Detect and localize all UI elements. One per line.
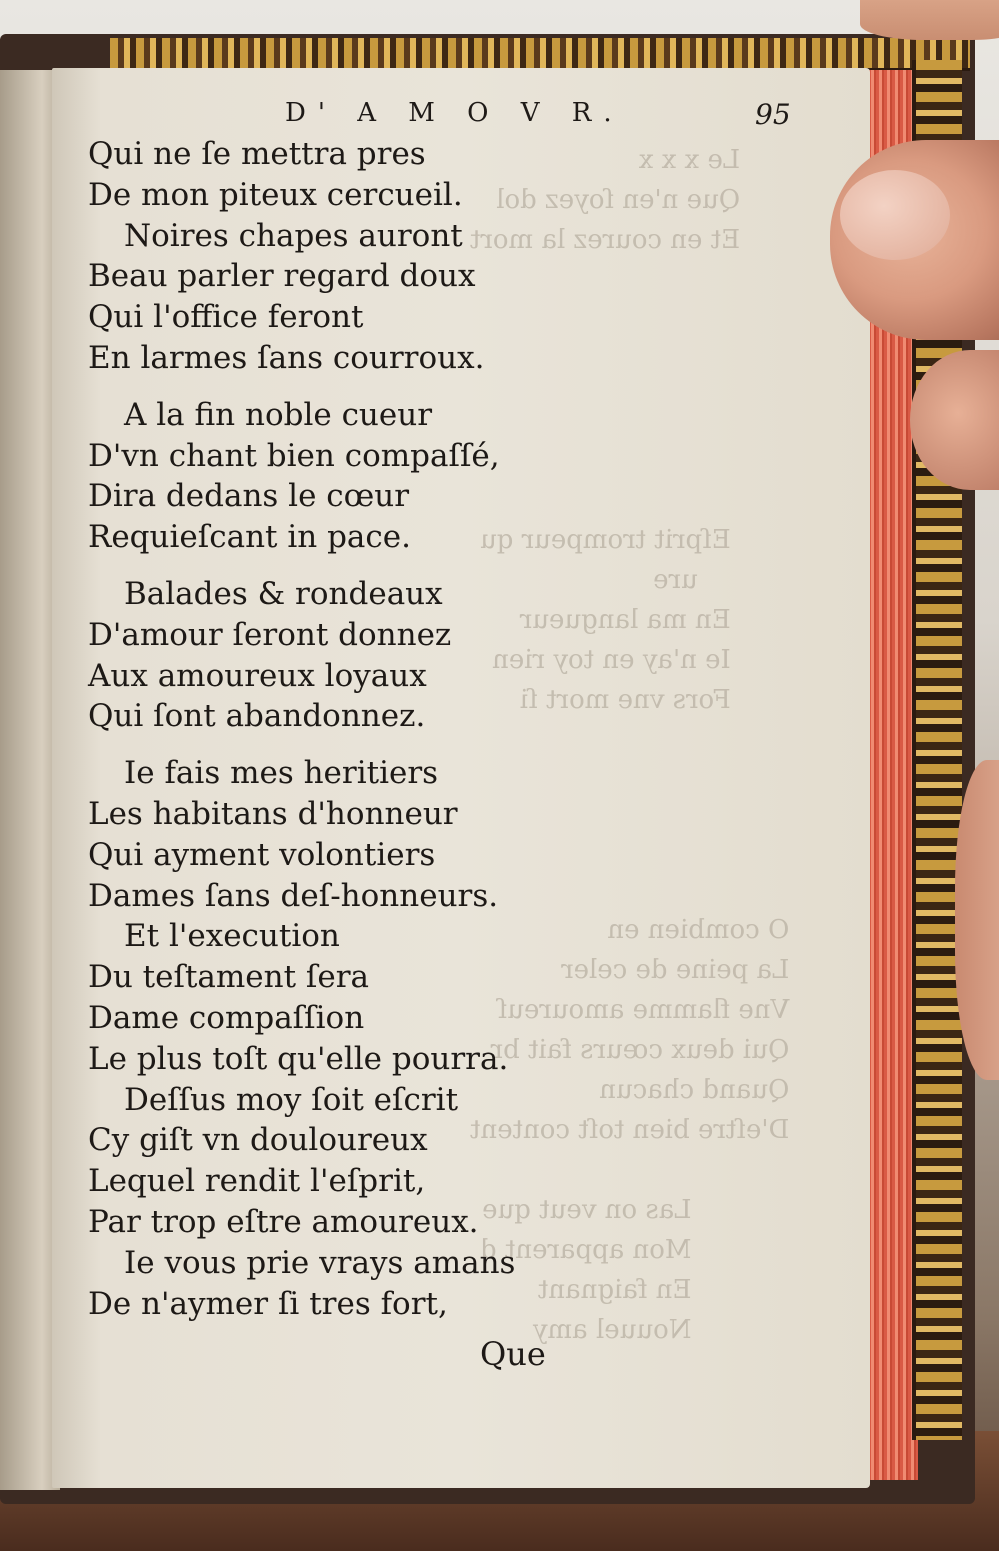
verse-line: D'amour ſeront donnez	[88, 616, 452, 653]
verse-line: Qui ayment volontiers	[88, 836, 436, 873]
verse-line: Noires chapes auront	[124, 217, 463, 254]
verse-line: Ie vous prie vrays amans	[124, 1244, 516, 1281]
verse-line: Qui ſont abandonnez.	[88, 698, 426, 735]
verse-line: Dames ſans deſ-honneurs.	[88, 877, 499, 914]
show-through-text-decoration: Le x x x Que n'en ſoyez dol Et en courez la mort	[470, 145, 741, 255]
verse-line: En larmes ſans courroux.	[88, 339, 485, 376]
facing-page-left	[0, 70, 60, 1490]
verse-line: Aux amoureux loyaux	[88, 657, 427, 694]
verse-line: Et l'execution	[124, 918, 340, 955]
verse-line: Du teſtament ſera	[88, 959, 370, 996]
finger-lower	[955, 760, 999, 1080]
verse-line: Le plus toſt qu'elle pourra.	[88, 1040, 509, 1077]
verse-line: De mon piteux cercueil.	[88, 176, 463, 213]
verse-line: Qui ne ſe mettra pres	[88, 136, 426, 172]
verse-line: Balades & rondeaux	[124, 575, 443, 612]
finger-top	[860, 0, 999, 40]
catchword: Que	[480, 1335, 546, 1373]
verse-line: Deſſus moy ſoit eſcrit	[124, 1081, 459, 1118]
show-through-text-decoration-4: Las on veut que Mon apparent d En faignant Nouuel amy	[480, 1195, 692, 1345]
verse-line: Lequel rendit l'eſprit,	[88, 1163, 426, 1200]
show-through-text-decoration-2: Eſprit trompeur qu ure En ma langueur Ie n'ay en toy rien Fors vne mort ſi	[480, 525, 731, 715]
verse-line: D'vn chant bien compaſſé,	[88, 437, 500, 474]
verse-line: Cy giſt vn douloureux	[88, 1122, 428, 1159]
verse-line: De n'aymer ſi tres fort,	[88, 1285, 448, 1322]
verse-line: Qui l'office feront	[88, 299, 364, 336]
running-head: D' A M O V R.	[285, 98, 624, 128]
page-number: 95	[755, 98, 791, 131]
gilt-edge-top	[110, 38, 970, 71]
verse-line: Ie fais mes heritiers	[124, 755, 439, 792]
verse-line: Dame compaſſion	[88, 999, 365, 1036]
verse-line: Beau parler regard doux	[88, 258, 476, 295]
verse-line: Les habitans d'honneur	[88, 795, 458, 832]
thumbnail-nail	[840, 170, 950, 260]
verse-line: Requieſcant in pace.	[88, 519, 411, 556]
verse-line: Par trop eſtre amoureux.	[88, 1203, 479, 1240]
verse-line: Dira dedans le cœur	[88, 478, 410, 515]
verse-line: A la fin noble cueur	[124, 396, 433, 433]
poem-body	[88, 134, 608, 1324]
show-through-text-decoration-3: O combien en La peine de celer Vne flamme amoureuſ Qui deux cœurs fait br Quand chacun D'eſtre bien toſt content	[470, 915, 790, 1145]
